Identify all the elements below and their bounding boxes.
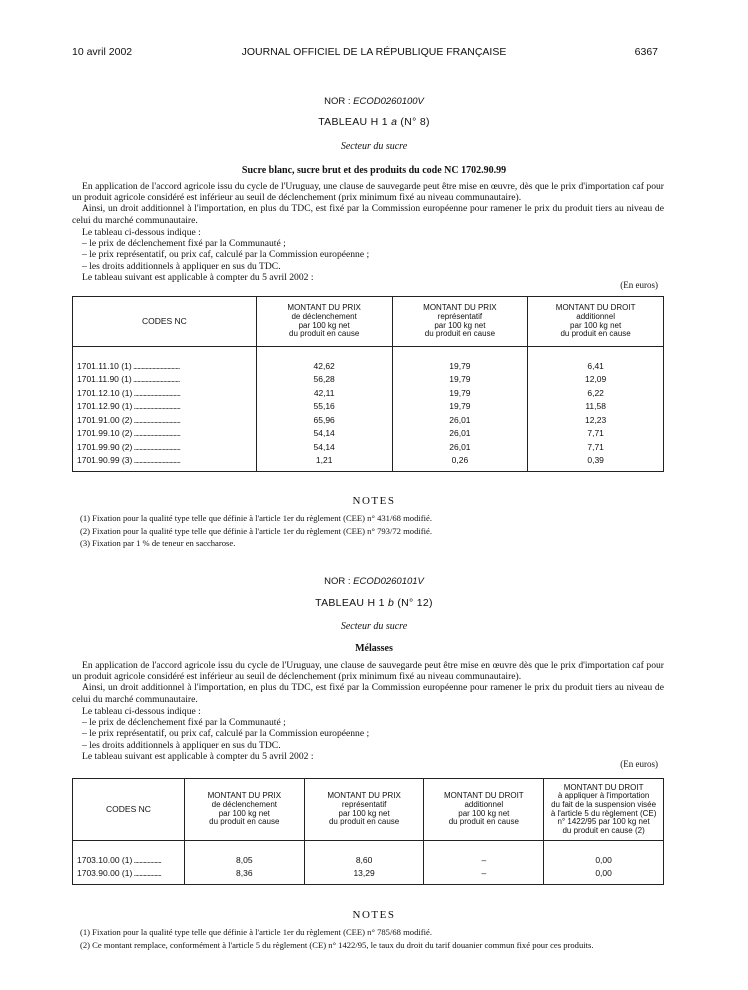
nor-reference bbox=[0, 96, 748, 107]
table-row bbox=[73, 427, 664, 441]
value-cell: 56,28 bbox=[256, 373, 392, 387]
column-header: MONTANT DU PRIX représentatif par 100 kg net du produit en cause bbox=[304, 779, 424, 841]
value-cell: 19,79 bbox=[392, 359, 528, 373]
leader-dots: .................... bbox=[132, 868, 161, 879]
value-cell: 13,29 bbox=[304, 867, 424, 885]
leader-dots: .................................. bbox=[131, 360, 180, 371]
value-cell: 8,05 bbox=[184, 853, 304, 867]
nor-label: NOR : bbox=[324, 576, 351, 587]
value-cell: 42,62 bbox=[256, 359, 392, 373]
table-row bbox=[73, 440, 664, 454]
leader-dots: .................................. bbox=[132, 428, 180, 439]
value-cell: 0,39 bbox=[528, 454, 664, 472]
value-cell: 7,71 bbox=[528, 440, 664, 454]
leader-dots: .................................. bbox=[132, 455, 180, 466]
note-item: (2) Fixation pour la qualité type telle que définie à l'article 1er du règlement (CEE) n° 793/72 modifié. bbox=[80, 525, 432, 536]
leader-dots: .................................. bbox=[131, 374, 180, 385]
value-cell: 26,01 bbox=[392, 413, 528, 427]
intro-paragraph bbox=[72, 181, 664, 226]
value-cell: 26,01 bbox=[392, 427, 528, 441]
list-item: – les droits additionnels à appliquer en sus du TDC. bbox=[82, 739, 281, 751]
table-spacer-row bbox=[73, 841, 664, 854]
column-header: MONTANT DU PRIX de déclenchement par 100 kg net du produit en cause bbox=[256, 297, 392, 347]
value-cell: 0,00 bbox=[544, 867, 664, 885]
list-item: – le prix de déclenchement fixé par la Communauté ; bbox=[82, 717, 286, 729]
value-cell: 7,71 bbox=[528, 427, 664, 441]
leader-dots: .................................. bbox=[132, 401, 180, 412]
table-header-row bbox=[73, 297, 664, 347]
prices-table bbox=[72, 778, 664, 885]
value-cell: 8,60 bbox=[304, 853, 424, 867]
code-cell: 1701.11.10 (1) .................................. bbox=[73, 359, 257, 373]
table-title bbox=[0, 597, 748, 609]
column-header: MONTANT DU DROIT additionnel par 100 kg net du produit en cause bbox=[528, 297, 664, 347]
note-item: (3) Fixation par 1 % de teneur en saccharose. bbox=[80, 538, 236, 548]
nor-code: ECOD0260101V bbox=[353, 576, 424, 587]
value-cell: 0,26 bbox=[392, 454, 528, 472]
paragraph: Ainsi, un droit additionnel à l'importation, en plus du TDC, est fixé par la Commission européenne pour ramener le prix du produit tiers au niveau de celui du marché communautaire. bbox=[72, 682, 664, 705]
currency-unit: (En euros) bbox=[620, 759, 658, 769]
section-subtitle: Sucre blanc, sucre brut et des produits du code NC 1702.90.99 bbox=[241, 165, 507, 176]
note-item: (1) Fixation pour la qualité type telle que définie à l'article 1er du règlement (CEE) n° 785/68 modifié. bbox=[80, 927, 432, 937]
list-item: – le prix de déclenchement fixé par la Communauté ; bbox=[82, 238, 286, 250]
nor-code: ECOD0260100V bbox=[353, 96, 424, 107]
value-cell: 26,01 bbox=[392, 440, 528, 454]
table-row bbox=[73, 413, 664, 427]
page-number: 6367 bbox=[634, 46, 658, 58]
value-cell: – bbox=[424, 867, 544, 885]
column-header: MONTANT DU PRIX représentatif par 100 kg net du produit en cause bbox=[392, 297, 528, 347]
indication-list bbox=[72, 706, 664, 762]
note-item: (1) Fixation pour la qualité type telle que définie à l'article 1er du règlement (CEE) n° 431/68 modifié. bbox=[80, 513, 432, 523]
list-intro: Le tableau ci-dessous indique : bbox=[82, 227, 201, 238]
value-cell: – bbox=[424, 853, 544, 867]
column-header: MONTANT DU DROIT additionnel par 100 kg net du produit en cause bbox=[424, 779, 544, 841]
list-intro: Le tableau ci-dessous indique : bbox=[82, 706, 201, 717]
column-header: CODES NC bbox=[73, 779, 185, 841]
table-title-post: (N° 12) bbox=[394, 597, 433, 609]
code-cell: 1701.12.90 (1) .................................. bbox=[73, 400, 257, 414]
value-cell: 55,16 bbox=[256, 400, 392, 414]
value-cell: 8,36 bbox=[184, 867, 304, 885]
table-row bbox=[73, 400, 664, 414]
value-cell: 42,11 bbox=[256, 386, 392, 400]
value-cell: 12,23 bbox=[528, 413, 664, 427]
paragraph: En application de l'accord agricole issu du cycle de l'Uruguay, une clause de sauvegarde peut être mise en œuvre dès que le prix d'importation caf pour un produit agricole considéré est inférieur au seuil de déclenchement (prix minimum fixé au niveau communautaire). bbox=[72, 660, 664, 683]
value-cell: 12,09 bbox=[528, 373, 664, 387]
table-title-pre: TABLEAU H 1 bbox=[315, 597, 388, 609]
value-cell: 11,58 bbox=[528, 400, 664, 414]
notes-title: NOTES bbox=[352, 495, 396, 507]
value-cell: 19,79 bbox=[392, 400, 528, 414]
code-cell: 1701.99.90 (2) .................................. bbox=[73, 440, 257, 454]
code-cell: 1701.11.90 (1) .................................. bbox=[73, 373, 257, 387]
list-item: – le prix représentatif, ou prix caf, calculé par la Commission européenne ; bbox=[82, 728, 370, 740]
applicable-date: Le tableau suivant est applicable à compter du 5 avril 2002 : bbox=[82, 271, 314, 283]
paragraph: En application de l'accord agricole issu du cycle de l'Uruguay, une clause de sauvegarde peut être mise en œuvre, dès que le prix d'importation caf pour un produit agricole considéré est inférieur au seuil de déclenchement (prix minimum fixé au niveau communautaire). bbox=[72, 181, 664, 204]
table-title-letter: b bbox=[388, 597, 395, 609]
table-header-row bbox=[73, 779, 664, 841]
nor-label: NOR : bbox=[324, 96, 351, 107]
notes-list bbox=[80, 512, 670, 550]
table-title-post: (N° 8) bbox=[397, 116, 430, 128]
table-title bbox=[0, 116, 748, 128]
value-cell: 54,14 bbox=[256, 427, 392, 441]
list-item: – les droits additionnels à appliquer en sus du TDC. bbox=[82, 260, 281, 272]
column-header: MONTANT DU DROIT à appliquer à l'importation du fait de la suspension visée à l'article 5 du règlement (CE) n° 1422/95 par 100 kg net du produit en cause (2) bbox=[544, 779, 664, 841]
value-cell: 65,96 bbox=[256, 413, 392, 427]
code-cell: 1703.90.00 (1) .................... bbox=[73, 867, 185, 885]
header-date: 10 avril 2002 bbox=[72, 46, 133, 58]
value-cell: 54,14 bbox=[256, 440, 392, 454]
secteur-label: Secteur du sucre bbox=[340, 621, 408, 632]
value-cell: 19,79 bbox=[392, 373, 528, 387]
table-row bbox=[73, 386, 664, 400]
prices-table bbox=[72, 296, 664, 472]
notes-title: NOTES bbox=[352, 909, 396, 921]
secteur-label: Secteur du sucre bbox=[340, 141, 408, 152]
value-cell: 6,22 bbox=[528, 386, 664, 400]
table-row bbox=[73, 454, 664, 472]
list-item: – le prix représentatif, ou prix caf, calculé par la Commission européenne ; bbox=[82, 249, 370, 261]
leader-dots: .................................. bbox=[132, 441, 180, 452]
table-row bbox=[73, 853, 664, 867]
value-cell: 6,41 bbox=[528, 359, 664, 373]
leader-dots: .................................. bbox=[132, 387, 180, 398]
nor-reference bbox=[0, 576, 748, 587]
table-title-letter: a bbox=[391, 116, 398, 128]
note-item: (2) Ce montant remplace, conformément à l'article 5 du règlement (CE) n° 1422/95, le taux du droit du tarif douanier commun fixé pour ces produits. bbox=[80, 939, 594, 950]
value-cell: 0,00 bbox=[544, 853, 664, 867]
leader-dots: .................................. bbox=[132, 414, 180, 425]
currency-unit: (En euros) bbox=[620, 280, 658, 290]
notes-list bbox=[80, 926, 670, 951]
leader-dots: .................... bbox=[132, 854, 161, 865]
column-header: CODES NC bbox=[73, 297, 257, 347]
applicable-date: Le tableau suivant est applicable à compter du 5 avril 2002 : bbox=[82, 750, 314, 762]
indication-list bbox=[72, 227, 664, 283]
table-title-pre: TABLEAU H 1 bbox=[318, 116, 392, 128]
table-spacer-row bbox=[73, 347, 664, 360]
intro-paragraph bbox=[72, 660, 664, 705]
section-subtitle: Mélasses bbox=[355, 643, 393, 654]
journal-title: JOURNAL OFFICIEL DE LA RÉPUBLIQUE FRANÇAISE bbox=[241, 46, 507, 58]
code-cell: 1701.90.99 (3) .................................. bbox=[73, 454, 257, 472]
column-header: MONTANT DU PRIX de déclenchement par 100 kg net du produit en cause bbox=[184, 779, 304, 841]
code-cell: 1701.91.00 (2) .................................. bbox=[73, 413, 257, 427]
value-cell: 19,79 bbox=[392, 386, 528, 400]
table-row bbox=[73, 373, 664, 387]
table-row bbox=[73, 867, 664, 885]
paragraph: Ainsi, un droit additionnel à l'importation, en plus du TDC, est fixé par la Commission européenne pour ramener le prix du produit tiers au niveau de celui du marché communautaire. bbox=[72, 203, 664, 226]
code-cell: 1703.10.00 (1) .................... bbox=[73, 853, 185, 867]
table-row bbox=[73, 359, 664, 373]
value-cell: 1,21 bbox=[256, 454, 392, 472]
code-cell: 1701.12.10 (1) .................................. bbox=[73, 386, 257, 400]
code-cell: 1701.99.10 (2) .................................. bbox=[73, 427, 257, 441]
